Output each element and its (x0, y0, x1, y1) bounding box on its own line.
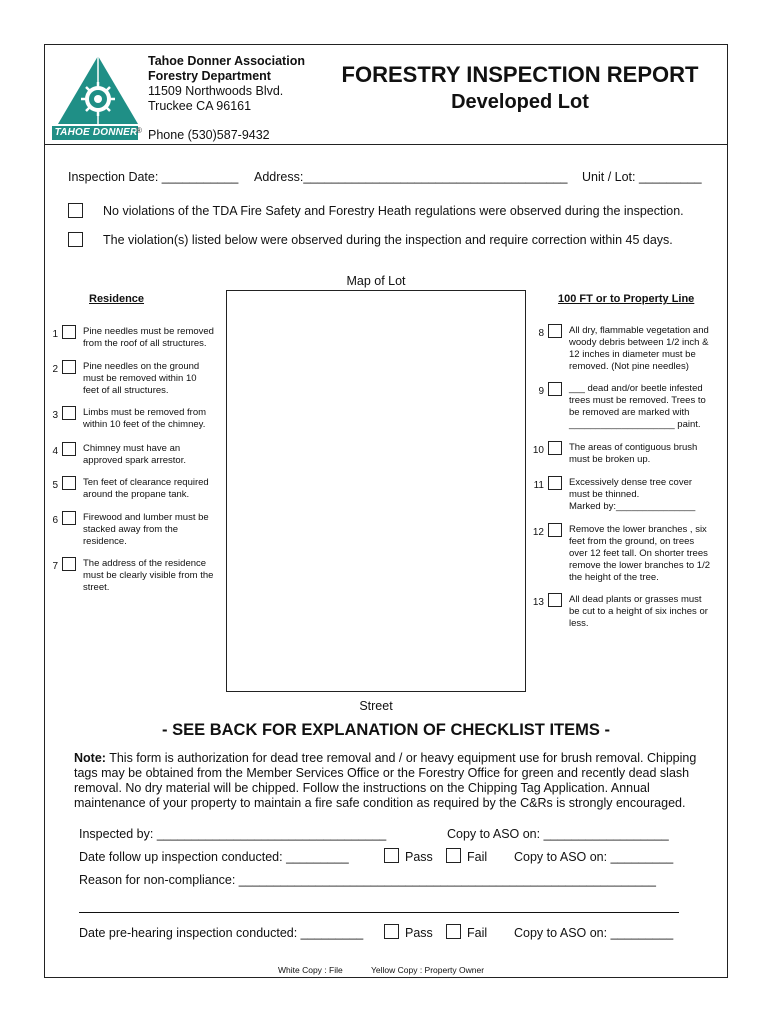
header-divider (44, 144, 728, 145)
org-street: 11509 Northwoods Blvd. (148, 84, 284, 98)
tahoe-donner-logo (52, 54, 144, 140)
report-title: FORESTRY INSPECTION REPORT (341, 62, 699, 87)
residence-item-text: Chimney must have an approved spark arrestor. (83, 443, 186, 466)
map-of-lot-box[interactable] (226, 290, 526, 692)
follow-up-pass-label: Pass (405, 850, 433, 864)
inspected-by-field[interactable]: Inspected by: _________________________________ (79, 827, 387, 841)
yellow-copy-note: Yellow Copy : Property Owner (371, 965, 485, 975)
residence-item-checkbox[interactable] (62, 325, 76, 339)
unit-lot-field[interactable]: Unit / Lot: _________ (582, 170, 702, 184)
report-subtitle: Developed Lot (451, 91, 589, 113)
residence-item-number: 7 (52, 561, 58, 572)
no-violations-statement: No violations of the TDA Fire Safety and Forestry Heath regulations were observed during the inspection. (103, 204, 684, 218)
reason-non-compliance-field[interactable]: Reason for non-compliance: ____________________________________________________________ (79, 873, 656, 887)
pre-hearing-pass-checkbox[interactable] (384, 924, 399, 939)
pre-hearing-copy-to-aso-field[interactable]: Copy to ASO on: _________ (514, 926, 674, 940)
see-back-notice: - SEE BACK FOR EXPLANATION OF CHECKLIST ITEMS - (162, 721, 610, 739)
residence-item-number: 3 (52, 410, 58, 421)
follow-up-date-field[interactable]: Date follow up inspection conducted: _________ (79, 850, 349, 864)
residence-item-checkbox[interactable] (62, 442, 76, 456)
follow-up-pass-checkbox[interactable] (384, 848, 399, 863)
violations-statement: The violation(s) listed below were observed during the inspection and require correction within 45 days. (103, 233, 673, 247)
residence-item-text: The address of the residence must be clearly visible from the street. (83, 558, 214, 593)
property-item-checkbox[interactable] (548, 593, 562, 607)
note-text: This form is authorization for dead tree removal and / or heavy equipment use for brush removal. Chipping tags may be obtained from the Member Services Office or the Forestry Office for green and recently dead slash removal. No dry material will be chipped. Follow the instructions on the Chipping Tag Application. Annual maintenance of your property to maintain a fire safe condition as required by the C&Rs is strongly encouraged. (74, 751, 697, 810)
residence-heading: Residence (89, 293, 145, 305)
reason-continuation-line[interactable] (79, 912, 679, 913)
property-item-number: 9 (538, 386, 544, 397)
street-label: Street (359, 699, 393, 713)
org-city: Truckee CA 96161 (148, 99, 252, 113)
residence-item-text: Ten feet of clearance required around the propane tank. (83, 477, 209, 500)
registered-mark: ® (136, 126, 142, 135)
residence-item-checkbox[interactable] (62, 511, 76, 525)
pre-hearing-pass-label: Pass (405, 926, 433, 940)
follow-up-fail-label: Fail (467, 850, 488, 864)
property-item-checkbox[interactable] (548, 324, 562, 338)
property-item-text: Remove the lower branches , six feet from the ground, on trees over 12 feet tall. On shorter trees remove the lower branches to 1/2 the height of the tree. (569, 524, 710, 583)
pre-hearing-fail-checkbox[interactable] (446, 924, 461, 939)
residence-item-number: 4 (52, 446, 58, 457)
property-item-text: All dry, flammable vegetation and woody debris between 1/2 inch & 12 inches in diameter must be removed. (Not pine needles) (569, 325, 709, 372)
property-item-checkbox[interactable] (548, 382, 562, 396)
white-copy-note: White Copy : File (278, 965, 343, 975)
property-item-number: 11 (533, 480, 544, 491)
property-item-number: 13 (532, 597, 544, 608)
residence-item-text: Pine needles on the ground must be removed within 10 feet of all structures. (83, 361, 200, 396)
address-field[interactable]: Address:______________________________________ (254, 170, 568, 184)
copy-to-aso-field[interactable]: Copy to ASO on: __________________ (447, 827, 669, 841)
residence-item-checkbox[interactable] (62, 557, 76, 571)
residence-item-checkbox[interactable] (62, 360, 76, 374)
property-item-number: 12 (532, 527, 544, 538)
property-item-checkbox[interactable] (548, 523, 562, 537)
residence-item-number: 6 (52, 515, 58, 526)
residence-item-checkbox[interactable] (62, 476, 76, 490)
logo-text: TAHOE DONNER (54, 127, 138, 138)
property-item-checkbox[interactable] (548, 476, 562, 490)
no-violations-checkbox[interactable] (68, 203, 83, 218)
property-item-text: The areas of contiguous brush must be broken up. (569, 442, 698, 465)
residence-item-number: 5 (52, 480, 58, 491)
property-item-text: Excessively dense tree cover must be thinned. Marked by:_______________ (569, 477, 696, 512)
residence-item-text: Pine needles must be removed from the roof of all structures. (83, 326, 214, 349)
property-item-number: 10 (532, 445, 544, 456)
property-item-text: ___ dead and/or beetle infested trees must be removed. Trees to be removed are marked with ____________________ paint. (569, 383, 706, 430)
follow-up-copy-to-aso-field[interactable]: Copy to ASO on: _________ (514, 850, 674, 864)
residence-item-text: Firewood and lumber must be stacked away from the residence. (83, 512, 209, 547)
note-paragraph (74, 751, 704, 811)
department-name: Forestry Department (148, 69, 271, 83)
map-label: Map of Lot (346, 274, 406, 288)
violations-checkbox[interactable] (68, 232, 83, 247)
pre-hearing-fail-label: Fail (467, 926, 488, 940)
note-label: Note: (74, 751, 106, 765)
property-item-text: All dead plants or grasses must be cut to a height of six inches or less. (569, 594, 708, 629)
residence-item-checkbox[interactable] (62, 406, 76, 420)
property-item-number: 8 (538, 328, 544, 339)
org-phone: Phone (530)587-9432 (148, 128, 270, 142)
follow-up-fail-checkbox[interactable] (446, 848, 461, 863)
residence-item-text: Limbs must be removed from within 10 feet of the chimney. (83, 407, 207, 430)
org-name: Tahoe Donner Association (148, 54, 305, 68)
property-item-checkbox[interactable] (548, 441, 562, 455)
residence-item-number: 2 (52, 364, 58, 375)
residence-item-number: 1 (52, 329, 58, 340)
inspection-date-field[interactable]: Inspection Date: ___________ (68, 170, 239, 184)
property-line-heading: 100 FT or to Property Line (558, 293, 695, 305)
pre-hearing-date-field[interactable]: Date pre-hearing inspection conducted: _________ (79, 926, 364, 940)
